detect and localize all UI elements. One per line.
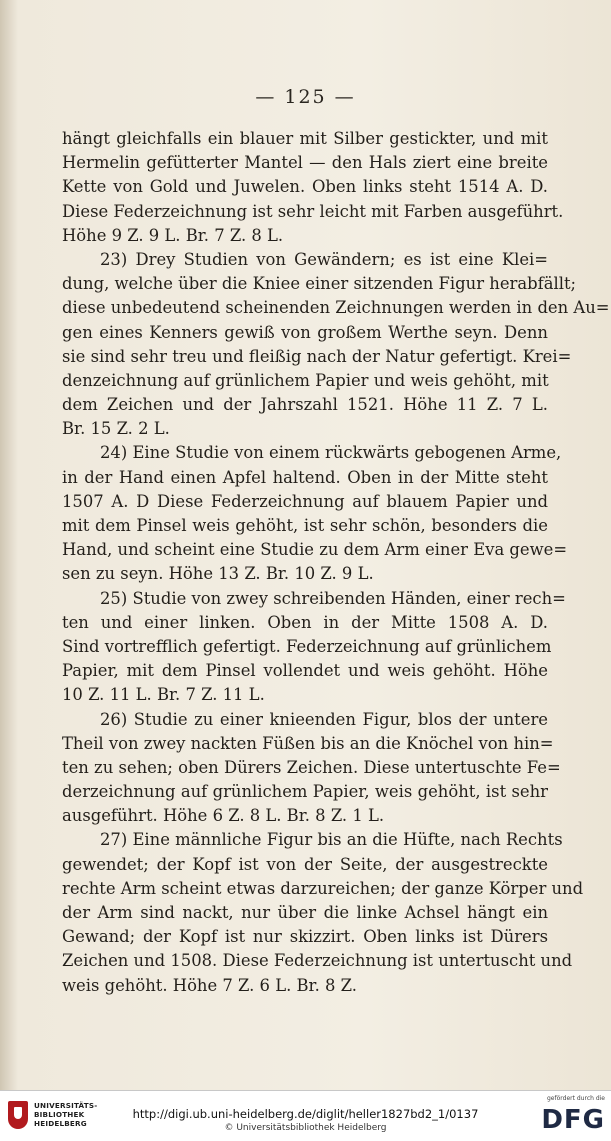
text-line: Gewand; der Kopf ist nur skizzirt. Oben links ist Dürers: [62, 927, 548, 947]
text-line: sie sind sehr treu und fleißig nach der Natur gefertigt. Krei=: [62, 346, 572, 366]
text-line: 24) Eine Studie von einem rückwärts gebogenen Arme,: [100, 443, 562, 463]
text-line: Hermelin gefütterter Mantel — den Hals ziert eine breite: [62, 153, 548, 173]
text-line: ausgeführt. Höhe 6 Z. 8 L. Br. 8 Z. 1 L.: [62, 806, 385, 826]
text-line: hängt gleichfalls ein blauer mit Silber gestickter, und mit: [62, 129, 548, 148]
text-line: ten und einer linken. Oben in der Mitte 1508 A. D.: [62, 612, 548, 632]
text-line: 26) Studie zu einer knieenden Figur, blos der untere: [100, 709, 548, 729]
text-line: diese unbedeutend scheinenden Zeichnungen werden in den Au=: [62, 298, 610, 318]
text-line: ten zu sehen; oben Dürers Zeichen. Diese untertuschte Fe=: [62, 757, 561, 777]
text-line: gewendet; der Kopf ist von der Seite, der ausgestreckte: [62, 854, 548, 874]
text-line: weis gehöht. Höhe 7 Z. 6 L. Br. 8 Z.: [62, 975, 357, 995]
text-line: 25) Studie von zwey schreibenden Händen, einer rech=: [100, 588, 566, 608]
text-line: Sind vortrefflich gefertigt. Federzeichnung auf grünlichem: [62, 636, 552, 656]
library-logo-text: UNIVERSITÄTS- BIBLIOTHEK HEIDELBERG: [34, 1101, 98, 1128]
text-line: dem Zeichen und der Jahrszahl 1521. Höhe 11 Z. 7 L.: [62, 395, 548, 415]
body-text: [62, 127, 610, 998]
text-line: Theil von zwey nackten Füßen bis an die Knöchel von hin=: [62, 733, 554, 753]
text-line: 1507 A. D Diese Federzeichnung auf blauem Papier und: [62, 491, 548, 511]
text-line: Br. 15 Z. 2 L.: [62, 419, 170, 439]
copyright-notice: © Universitätsbibliothek Heidelberg: [224, 1123, 387, 1133]
text-line: Höhe 9 Z. 9 L. Br. 7 Z. 8 L.: [62, 225, 284, 245]
text-line: Zeichen und 1508. Diese Federzeichnung ist untertuscht und: [62, 951, 573, 971]
text-line: sen zu seyn. Höhe 13 Z. Br. 10 Z. 9 L.: [62, 564, 374, 584]
text-line: 10 Z. 11 L. Br. 7 Z. 11 L.: [62, 685, 265, 705]
dfg-logo[interactable]: [535, 1095, 605, 1139]
text-line: rechte Arm scheint etwas darzureichen; der ganze Körper und: [62, 878, 584, 898]
text-line: mit dem Pinsel weis gehöht, ist sehr schön, besonders die: [62, 516, 548, 535]
text-line: 23) Drey Studien von Gewändern; es ist eine Klei=: [100, 249, 548, 269]
text-line: in der Hand einen Apfel haltend. Oben in der Mitte steht: [62, 467, 548, 487]
text-line: Diese Federzeichnung ist sehr leicht mit Farben ausgeführt.: [62, 201, 564, 221]
text-line: Papier, mit dem Pinsel vollendet und weis gehöht. Höhe: [62, 661, 548, 681]
dfg-logo-text: DFG: [541, 1105, 605, 1135]
text-line: derzeichnung auf grünlichem Papier, weis gehöht, ist sehr: [62, 782, 548, 802]
text-line: gen eines Kenners gewiß von großem Werthe seyn. Denn: [62, 322, 548, 342]
text-line: Hand, und scheint eine Studie zu dem Arm einer Eva gewe=: [62, 540, 568, 560]
funder-caption: gefördert durch die: [547, 1095, 605, 1102]
text-line: denzeichnung auf grünlichem Papier und weis gehöht, mit: [62, 370, 549, 390]
text-line: dung, welche über die Kniee einer sitzenden Figur herabfällt;: [62, 274, 577, 294]
viewer-footer: [0, 1090, 611, 1141]
page-number: — 125 —: [255, 86, 356, 108]
text-line: Kette von Gold und Juwelen. Oben links steht 1514 A. D.: [62, 177, 548, 197]
text-line: 27) Eine männliche Figur bis an die Hüfte, nach Rechts: [100, 830, 563, 850]
text-line: der Arm sind nackt, nur über die linke Achsel hängt ein: [62, 903, 548, 922]
source-url-link[interactable]: http://digi.ub.uni-heidelberg.de/diglit/heller1827bd2_1/0137: [132, 1107, 479, 1121]
